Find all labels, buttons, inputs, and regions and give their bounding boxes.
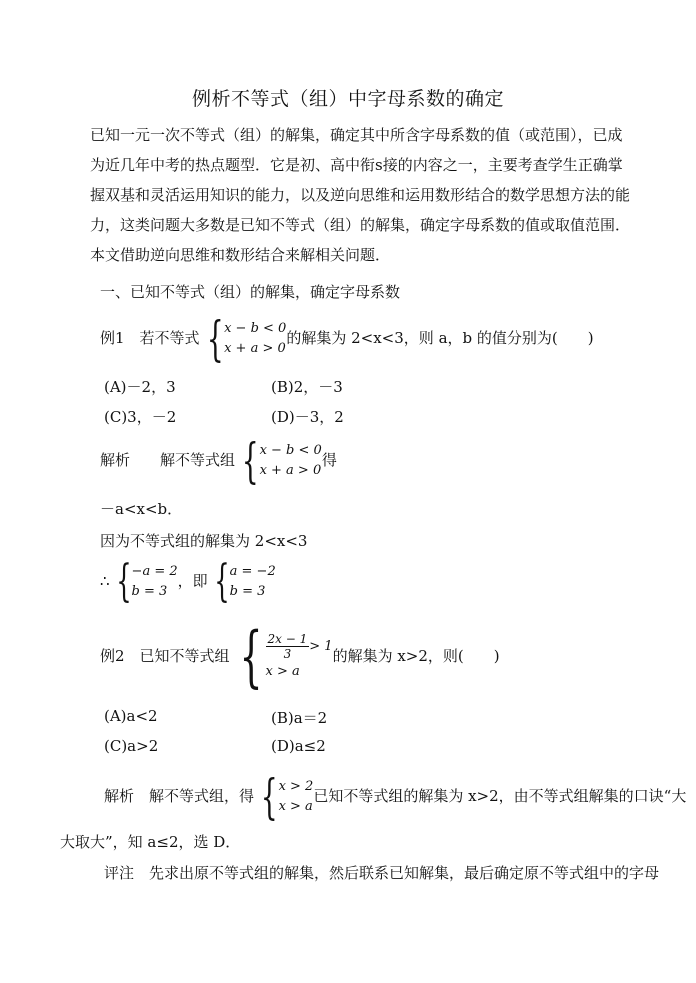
system-row: x + a > 0 [259, 463, 322, 478]
option-d: (D)a≤2 [271, 737, 326, 755]
solution-label: 解析 解不等式组 [100, 451, 236, 469]
option-a: (A)a<2 [104, 707, 158, 725]
solution-therefore [100, 556, 276, 607]
solution-tail: 得 [321, 451, 337, 469]
intro-text: 已知一元一次不等式（组）的解集，确定其中所含字母系数的值（或范围），已成为近几年中考的热点题型．它是初、高中衔s接的内容之一，主要考查学生正确掌握双基和灵活运用知识的能力，以及逆向思维和运用数形结合的数学思想方法的能力，这类问题大多数是已知不等式（组）的解集，确定字母系数的值或取值范围．本文借助逆向思维和数形结合来解相关问题． [90, 126, 631, 264]
equation-system: { a = −2 b = 3 [213, 556, 276, 607]
option-b: (B)a＝2 [271, 709, 328, 727]
section-heading: 一、已知不等式（组）的解集，确定字母系数 [100, 283, 401, 301]
example-2-solution [104, 769, 687, 825]
solution-label: 解析 解不等式组，得 [104, 787, 255, 805]
page-title: 例析不等式（组）中字母系数的确定 [191, 88, 504, 110]
fraction-numerator: 2x − 1 [267, 631, 308, 646]
system-row [266, 632, 333, 661]
option-a: (A)－2，3 [104, 378, 176, 396]
example-1-question [100, 311, 594, 367]
option-c: (C)a>2 [104, 737, 159, 755]
system-row: x − b < 0 [259, 443, 322, 458]
solution-tail: 已知不等式组的解集为 x>2，由不等式组解集的口诀“大 [313, 787, 687, 805]
option-c: (C)3，－2 [104, 408, 177, 426]
example-1-tail: 的解集为 2<x<3，则 a，b 的值分别为( ) [286, 329, 594, 347]
system-row: x − b < 0 [224, 321, 287, 336]
solution-result: －a<x<b． [100, 500, 183, 518]
inequality-system: { x − b < 0 x + a > 0 [241, 433, 322, 489]
namely-text: ，即 [177, 572, 208, 590]
system-row: x + a > 0 [224, 341, 286, 356]
inequality-system: { x − b < 0 x + a > 0 [206, 311, 287, 367]
comment-paragraph: 评注 先求出原不等式组的解集，然后联系已知解集，最后确定原不等式组中的字母 [104, 864, 660, 882]
example-1-label: 例1 若不等式 [100, 329, 200, 347]
therefore-symbol: ∴ [100, 572, 110, 590]
fraction-denominator: 3 [283, 646, 292, 661]
example-2-tail: 的解集为 x>2，则( ) [332, 647, 500, 665]
system-row: a = −2 [229, 564, 276, 579]
inequality-system: { x > 2 x > a [260, 769, 314, 825]
option-d: (D)－3，2 [271, 408, 344, 426]
fraction-rhs: > 1 [309, 638, 333, 654]
example-1-solution [100, 433, 337, 489]
solution-because: 因为不等式组的解集为 2<x<3 [100, 532, 308, 550]
solution-continuation: 大取大”，知 a≤2，选 D． [60, 833, 241, 851]
system-row: b = 3 [229, 584, 266, 599]
example-2-label: 例2 已知不等式组 [100, 647, 230, 665]
inequality-system: { $\frac{2x - 1}{3}$ > 1 x > a [238, 618, 333, 695]
system-row: −a = 2 [131, 564, 178, 579]
example-2-question [100, 618, 500, 695]
fraction [266, 632, 310, 661]
system-row: x > a [278, 799, 313, 814]
system-row: x > a [265, 663, 300, 679]
option-b: (B)2，－3 [271, 378, 343, 396]
equation-system: { −a = 2 b = 3 [115, 556, 178, 607]
system-row: b = 3 [131, 584, 168, 599]
intro-paragraph [60, 120, 635, 270]
system-row: x > 2 [278, 779, 314, 794]
